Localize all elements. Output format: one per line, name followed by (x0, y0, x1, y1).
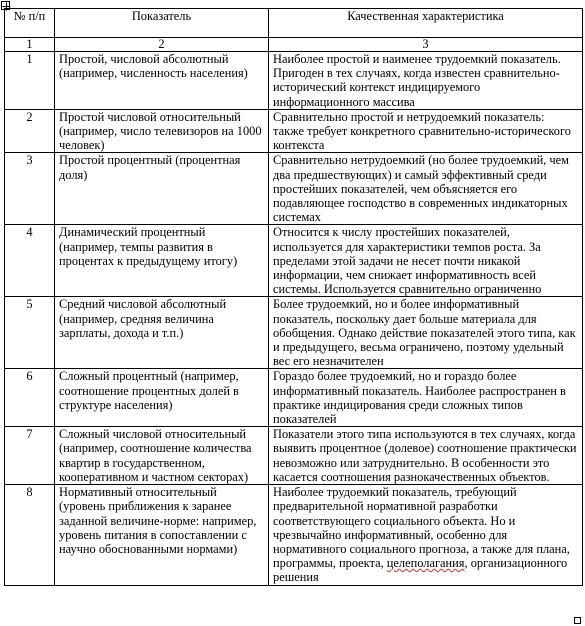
indicator-cell[interactable]: Средний числовой абсолютный (например, средняя величина зарплаты, дохода и т.п.) (55, 297, 269, 369)
table-header-row (5, 9, 583, 38)
table-row (5, 153, 583, 225)
characteristic-text: Наиболее трудоемкий показатель, требующий предварительной нормативной разработки соответствующего социального объекта. Но и чрезвычайно информативный, особенно для нормативного социального прогноза, а также для плана, программы, проекта, (273, 485, 570, 571)
table-resize-handle[interactable] (574, 617, 581, 624)
row-number-cell[interactable]: 7 (5, 427, 55, 485)
spellcheck-flagged-word: целеполагания (386, 556, 465, 571)
table-row (5, 427, 583, 485)
header-indicator[interactable]: Показатель (55, 9, 269, 38)
table-row (5, 485, 583, 585)
column-number-row (5, 38, 583, 52)
indicator-cell[interactable]: Простой числовой относительный (например, число телевизоров на 1000 человек) (55, 109, 269, 153)
characteristic-cell[interactable] (269, 485, 583, 585)
characteristic-cell[interactable]: Относится к числу простейших показателей, используется для характеристики темпов роста. За пределами этой задачи не несет почти никакой информации, чем снижает информативность всей системы. Используется сравнительно ограниченно (269, 225, 583, 297)
row-number-cell[interactable]: 2 (5, 109, 55, 153)
row-number-cell[interactable]: 6 (5, 369, 55, 427)
characteristic-cell[interactable]: Показатели этого типа используются в тех случаях, когда выявить процентное (долевое) соотношение практически невозможно или затруднительно. В особенности это касается соотношения разнокачественных объектов. (269, 427, 583, 485)
indicator-cell[interactable]: Сложный числовой относительный (например, соотношение количества квартир в государственном, кооперативном и частном секторах) (55, 427, 269, 485)
characteristic-cell[interactable]: Наиболее простой и наименее трудоемкий показатель. Пригоден в тех случаях, когда известен сравнительно-исторический контекст индицируемого информационного массива (269, 52, 583, 110)
header-number[interactable]: № п/п (5, 9, 55, 38)
indicator-cell[interactable]: Простой процентный (процентная доля) (55, 153, 269, 225)
indicator-cell[interactable]: Сложный процентный (например, соотношение процентных долей в структуре населения) (55, 369, 269, 427)
table-row (5, 52, 583, 110)
column-number-cell[interactable]: 1 (5, 38, 55, 52)
indicator-cell[interactable]: Динамический процентный (например, темпы развития в процентах к предыдущему итогу) (55, 225, 269, 297)
table-row (5, 109, 583, 153)
row-number-cell[interactable]: 4 (5, 225, 55, 297)
column-number-cell[interactable]: 3 (269, 38, 583, 52)
header-characteristic[interactable]: Качественная характеристика (269, 9, 583, 38)
table-row (5, 369, 583, 427)
column-number-cell[interactable]: 2 (55, 38, 269, 52)
indicator-table (4, 8, 583, 586)
table-row (5, 225, 583, 297)
row-number-cell[interactable]: 3 (5, 153, 55, 225)
characteristic-cell[interactable]: Более трудоемкий, но и более информативный показатель, поскольку дает больше материала для обобщения. Однако действие показателей этого типа, как и предыдущего, весьма ограничено, поэтому удельный вес его незначителен (269, 297, 583, 369)
row-number-cell[interactable]: 5 (5, 297, 55, 369)
characteristic-cell[interactable]: Сравнительно нетрудоемкий (но более трудоемкий, чем два предшествующих) и самый эффективный среди простейших показателей, чем объясняется его подавляющее господство в современных индикаторных системах (269, 153, 583, 225)
row-number-cell[interactable]: 1 (5, 52, 55, 110)
indicator-cell[interactable]: Простой, числовой абсолютный (например, численность населения) (55, 52, 269, 110)
characteristic-text-end: , организационного решения (273, 556, 568, 585)
characteristic-cell[interactable]: Гораздо более трудоемкий, но и гораздо более информативный показатель. Наиболее распространен в практике индицирования среди сложных типов показателей (269, 369, 583, 427)
indicator-cell[interactable]: Нормативный относительный (уровень приближения к заранее заданной величине-норме: например, уровень питания в сопоставлении с научно обоснованными нормами) (55, 485, 269, 585)
row-number-cell[interactable]: 8 (5, 485, 55, 585)
table-row (5, 297, 583, 369)
characteristic-cell[interactable]: Сравнительно простой и нетрудоемкий показатель: также требует конкретного сравнительно-исторического контекста (269, 109, 583, 153)
